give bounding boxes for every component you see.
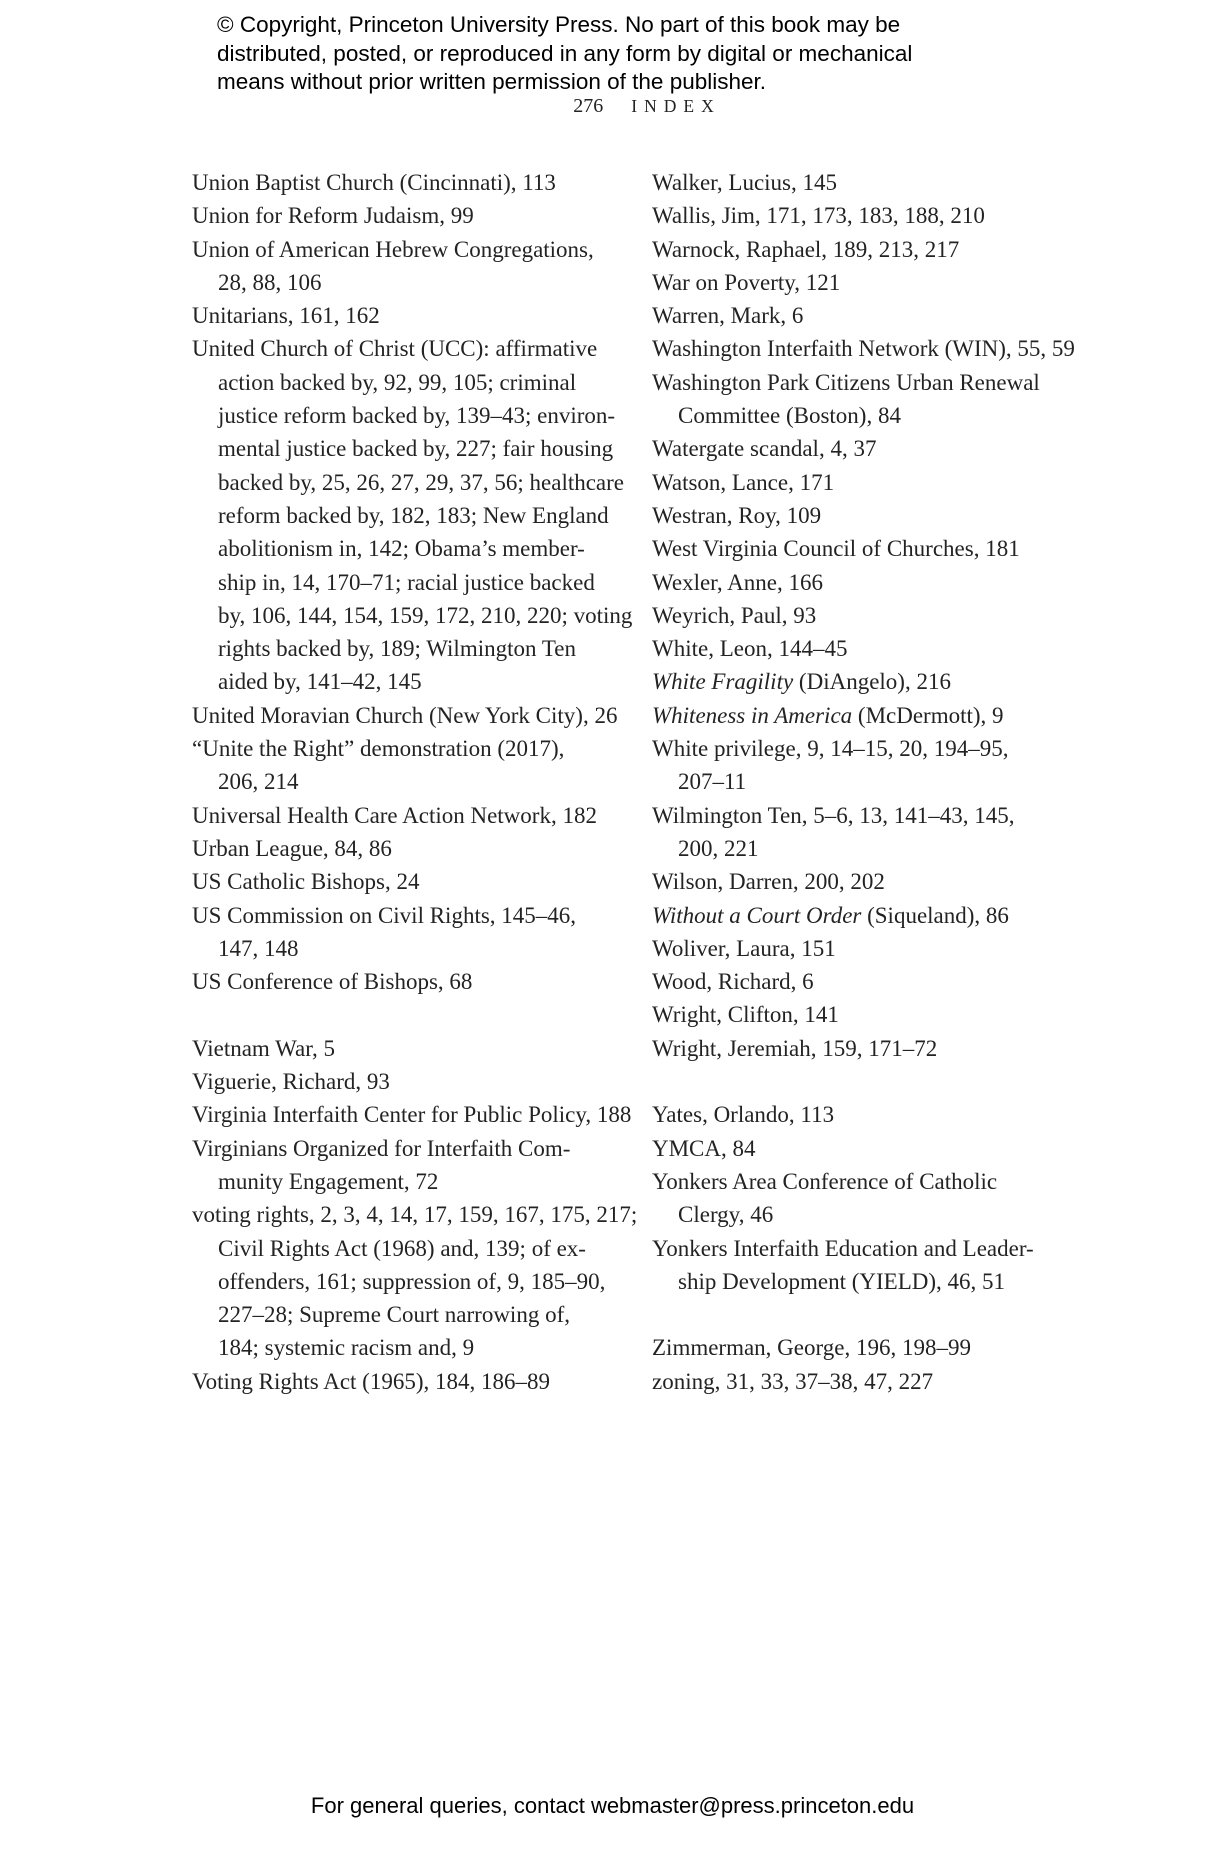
index-entry (192, 832, 642, 865)
index-entry (652, 665, 1110, 698)
index-line: United Moravian Church (New York City), 26 (192, 702, 618, 728)
index-entry (192, 1365, 642, 1398)
index-line: reform backed by, 182, 183; New England (218, 502, 609, 528)
index-entry (652, 332, 1110, 365)
copyright-line: distributed, posted, or reproduced in any form by digital or mechanical (217, 40, 913, 66)
italic-title: Without a Court Order (652, 902, 862, 928)
footer-text: For general queries, contact (310, 1793, 591, 1818)
index-line: by, 106, 144, 154, 159, 172, 210, 220; voting (218, 602, 633, 628)
index-line: ship in, 14, 170–71; racial justice backed (218, 569, 595, 595)
index-group (652, 1331, 1110, 1398)
index-entry (652, 599, 1110, 632)
index-entry (192, 965, 642, 998)
index-line: United Church of Christ (UCC): affirmative (192, 336, 598, 362)
index-line: ship Development (YIELD), 46, 51 (678, 1268, 1006, 1294)
index-line: Without a Court Order (Siqueland), 86 (652, 902, 1009, 928)
index-line: Warnock, Raphael, 189, 213, 217 (652, 236, 960, 262)
index-column-right (652, 166, 1110, 1398)
index-line: Westran, Roy, 109 (652, 502, 822, 528)
index-entry (652, 266, 1110, 299)
index-line: 200, 221 (678, 835, 759, 861)
index-line: mental justice backed by, 227; fair housing (218, 436, 614, 462)
index-line: Union for Reform Judaism, 99 (192, 203, 474, 229)
index-line: White privilege, 9, 14–15, 20, 194–95, (652, 736, 1009, 762)
index-line: Yonkers Interfaith Education and Leader- (652, 1235, 1034, 1261)
index-group (192, 1032, 642, 1398)
index-entry (192, 233, 642, 300)
index-entry (652, 432, 1110, 465)
index-entry (652, 532, 1110, 565)
index-line: Woliver, Laura, 151 (652, 935, 836, 961)
index-group (192, 166, 642, 998)
index-entry (652, 965, 1110, 998)
index-line: Clergy, 46 (678, 1202, 774, 1228)
index-line: Committee (Boston), 84 (678, 403, 901, 429)
index-line: Civil Rights Act (1968) and, 139; of ex- (218, 1235, 586, 1261)
index-line: justice reform backed by, 139–43; environ- (218, 403, 616, 429)
index-entry (652, 299, 1110, 332)
index-line: Universal Health Care Action Network, 182 (192, 802, 597, 828)
index-line: 206, 214 (218, 769, 299, 795)
index-entry (192, 1198, 642, 1364)
index-line: War on Poverty, 121 (652, 269, 841, 295)
index-entry (652, 1365, 1110, 1398)
index-entry (652, 1098, 1110, 1131)
index-entry (652, 1132, 1110, 1165)
index-entry (652, 899, 1110, 932)
index-line: Voting Rights Act (1965), 184, 186–89 (192, 1368, 551, 1394)
index-line: Yonkers Area Conference of Catholic (652, 1168, 998, 1194)
index-entry (652, 499, 1110, 532)
index-group (652, 1098, 1110, 1298)
index-line: Urban League, 84, 86 (192, 835, 392, 861)
index-line: Virginians Organized for Interfaith Com- (192, 1135, 571, 1161)
index-line: backed by, 25, 26, 27, 29, 37, 56; healthcare (218, 469, 625, 495)
index-line: 147, 148 (218, 935, 299, 961)
index-line: offenders, 161; suppression of, 9, 185–90, (218, 1268, 606, 1294)
index-line: YMCA, 84 (652, 1135, 756, 1161)
index-line: Viguerie, Richard, 93 (192, 1069, 390, 1095)
index-entry (192, 1032, 642, 1065)
index-line: Wilson, Darren, 200, 202 (652, 869, 885, 895)
index-line: Wright, Clifton, 141 (652, 1002, 839, 1028)
index-entry (192, 1132, 642, 1199)
index-entry (192, 332, 642, 698)
index-line: US Commission on Civil Rights, 145–46, (192, 902, 577, 928)
index-entry (652, 566, 1110, 599)
index-line: Yates, Orlando, 113 (652, 1102, 835, 1128)
index-line: Wexler, Anne, 166 (652, 569, 823, 595)
index-line: voting rights, 2, 3, 4, 14, 17, 159, 167, 175, 217; (192, 1202, 638, 1228)
index-line: White Fragility (DiAngelo), 216 (652, 669, 951, 695)
index-group (652, 166, 1110, 1065)
index-line: Warren, Mark, 6 (652, 303, 804, 329)
index-line: “Unite the Right” demonstration (2017), (192, 736, 565, 762)
index-line: 227–28; Supreme Court narrowing of, (218, 1302, 570, 1328)
index-entry (652, 466, 1110, 499)
index-entry (652, 233, 1110, 266)
copyright-line: © Copyright, Princeton University Press. No part of this book may be (217, 12, 901, 37)
index-entry (652, 932, 1110, 965)
index-line: Washington Park Citizens Urban Renewal (652, 369, 1040, 395)
index-line: Walker, Lucius, 145 (652, 170, 838, 195)
index-entry (192, 799, 642, 832)
index-line: zoning, 31, 33, 37–38, 47, 227 (652, 1368, 934, 1394)
index-line: Unitarians, 161, 162 (192, 303, 380, 329)
index-entry (652, 632, 1110, 665)
index-entry (652, 199, 1110, 232)
index-line: US Catholic Bishops, 24 (192, 869, 420, 895)
index-line: 207–11 (678, 769, 747, 795)
index-entry (192, 199, 642, 232)
italic-title: Whiteness in America (652, 702, 853, 728)
index-line: 184; systemic racism and, 9 (218, 1335, 475, 1361)
index-entry (192, 865, 642, 898)
index-entry (652, 1032, 1110, 1065)
index-line: Washington Interfaith Network (WIN), 55, 59 (652, 336, 1075, 362)
index-entry (652, 865, 1110, 898)
page-footer (0, 1793, 1225, 1819)
index-entry (652, 799, 1110, 866)
index-line: action backed by, 92, 99, 105; criminal (218, 369, 577, 395)
index-line: Vietnam War, 5 (192, 1035, 335, 1061)
running-head (192, 95, 1102, 118)
webmaster-email-link[interactable]: webmaster@press.princeton.edu (590, 1793, 915, 1818)
index-line: US Conference of Bishops, 68 (192, 969, 473, 995)
index-line: Weyrich, Paul, 93 (652, 602, 817, 628)
index-line: Watergate scandal, 4, 37 (652, 436, 877, 462)
index-entry (192, 1098, 642, 1131)
index-entry (652, 1331, 1110, 1364)
index-entry (192, 1065, 642, 1098)
index-entry (192, 899, 642, 966)
index-line: rights backed by, 189; Wilmington Ten (218, 636, 576, 662)
index-line: 28, 88, 106 (218, 269, 322, 295)
index-column-left (192, 166, 642, 1398)
index-line: Whiteness in America (McDermott), 9 (652, 702, 1004, 728)
index-line: Wright, Jeremiah, 159, 171–72 (652, 1035, 938, 1061)
index-line: Virginia Interfaith Center for Public Policy, 188 (192, 1102, 632, 1128)
section-title: INDEX (631, 96, 721, 116)
index-line: West Virginia Council of Churches, 181 (652, 536, 1020, 562)
index-line: abolitionism in, 142; Obama’s member- (218, 536, 585, 562)
index-line: Union Baptist Church (Cincinnati), 113 (192, 170, 556, 195)
index-entry (652, 699, 1110, 732)
italic-title: White Fragility (652, 669, 794, 695)
index-line: Wood, Richard, 6 (652, 969, 814, 995)
index-line: Union of American Hebrew Congregations, (192, 236, 594, 262)
index-line: munity Engagement, 72 (218, 1168, 439, 1194)
index-entry (192, 732, 642, 799)
page-number: 276 (573, 95, 604, 117)
index-line: Zimmerman, George, 196, 198–99 (652, 1335, 971, 1361)
index-entry (652, 166, 1110, 199)
index-entry (192, 699, 642, 732)
index-line: Wilmington Ten, 5–6, 13, 141–43, 145, (652, 802, 1015, 828)
index-entry (652, 732, 1110, 799)
index-line: Watson, Lance, 171 (652, 469, 835, 495)
copyright-line: means without prior written permission of the publisher. (217, 69, 767, 94)
index-line: aided by, 141–42, 145 (218, 669, 422, 695)
index-line: Wallis, Jim, 171, 173, 183, 188, 210 (652, 203, 985, 229)
index-entry (652, 1165, 1110, 1232)
index-line: White, Leon, 144–45 (652, 636, 848, 662)
index-entry (192, 166, 642, 199)
index-entry (192, 299, 642, 332)
copyright-notice (217, 11, 912, 97)
index-entry (652, 1232, 1110, 1299)
index-entry (652, 998, 1110, 1031)
index-entry (652, 366, 1110, 433)
